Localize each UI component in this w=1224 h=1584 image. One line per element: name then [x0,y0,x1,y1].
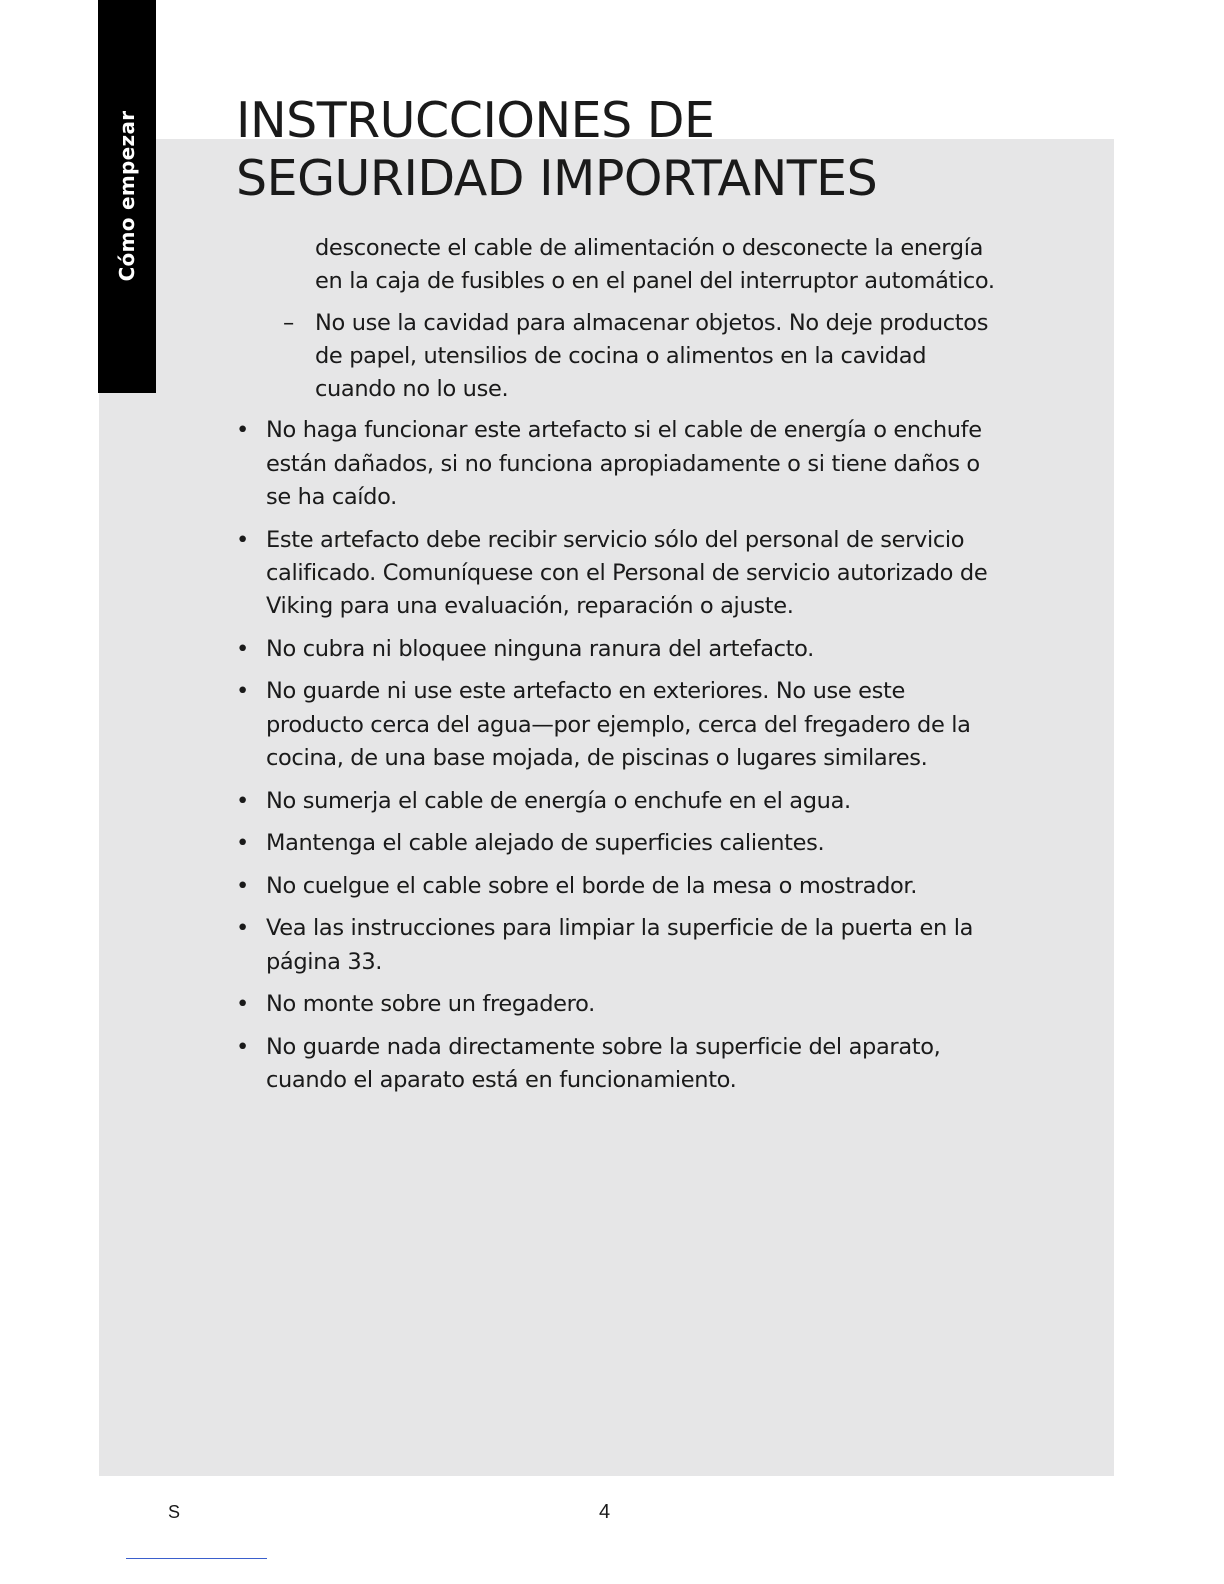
page-title-line-2: SEGURIDAD IMPORTANTES [236,150,878,207]
footer-left-mark: S [168,1502,181,1522]
section-side-tab [98,0,156,393]
list-item-text: No guarde nada directamente sobre la superficie del aparato, cuando el aparato está en funcionamiento. [266,1033,941,1094]
page-title-line-1: INSTRUCCIONES DE [236,92,715,149]
list-item-text: No cuelgue el cable sobre el borde de la mesa o mostrador. [266,872,918,899]
page-number: 4 [599,1501,611,1523]
bullet-marker: • [236,787,249,814]
bullet-marker: • [236,991,249,1018]
section-tab-label: Cómo empezar [115,110,139,282]
list-item-text: No haga funcionar este artefacto si el cable de energía o enchufe están dañados, si no funciona apropiadamente o si tiene daños o se ha caído. [266,417,982,511]
list-item [236,912,996,979]
dash-marker: – [283,309,294,336]
bullet-marker: • [236,830,249,857]
safety-instructions [236,232,996,1107]
dash-item-text: No use la cavidad para almacenar objetos. No deje productos de papel, utensilios de cocina o alimentos en la cavidad cuando no lo use. [315,309,989,403]
bullet-list [236,414,996,1097]
bullet-marker: • [236,915,249,942]
bullet-marker: • [236,635,249,662]
page-title [236,92,877,208]
footer-divider-line [126,1558,267,1559]
list-item [236,675,996,775]
list-item-text: Vea las instrucciones para limpiar la superficie de la puerta en la página 33. [266,915,974,975]
list-item-text: Mantenga el cable alejado de superficies calientes. [266,830,825,857]
list-item-text: No sumerja el cable de energía o enchufe en el agua. [266,787,851,814]
list-item-text: Este artefacto debe recibir servicio sólo del personal de servicio calificado. Comuníquese con el Personal de servicio autorizado de Viking para una evaluación, reparación o ajuste. [266,526,988,620]
list-item [236,785,996,818]
bullet-marker: • [236,1033,249,1060]
bullet-marker: • [236,678,249,705]
list-item [236,524,996,624]
list-item [236,1031,996,1098]
list-item [236,414,996,514]
list-item [236,870,996,903]
list-item-text: No guarde ni use este artefacto en exteriores. No use este producto cerca del agua—por ejemplo, cerca del fregadero de la cocina, de una base mojada, de piscinas o lugares similares. [266,678,971,772]
bullet-marker: • [236,417,249,444]
list-item [236,827,996,860]
continued-paragraph: desconecte el cable de alimentación o desconecte la energía en la caja de fusibles o en el panel del interruptor automático. [315,235,995,295]
list-item-text: No monte sobre un fregadero. [266,991,595,1018]
list-item [236,633,996,666]
dash-list-item [283,307,996,407]
bullet-marker: • [236,872,249,899]
bullet-marker: • [236,526,249,553]
list-item [236,988,996,1021]
list-item-text: No cubra ni bloquee ninguna ranura del artefacto. [266,635,814,662]
